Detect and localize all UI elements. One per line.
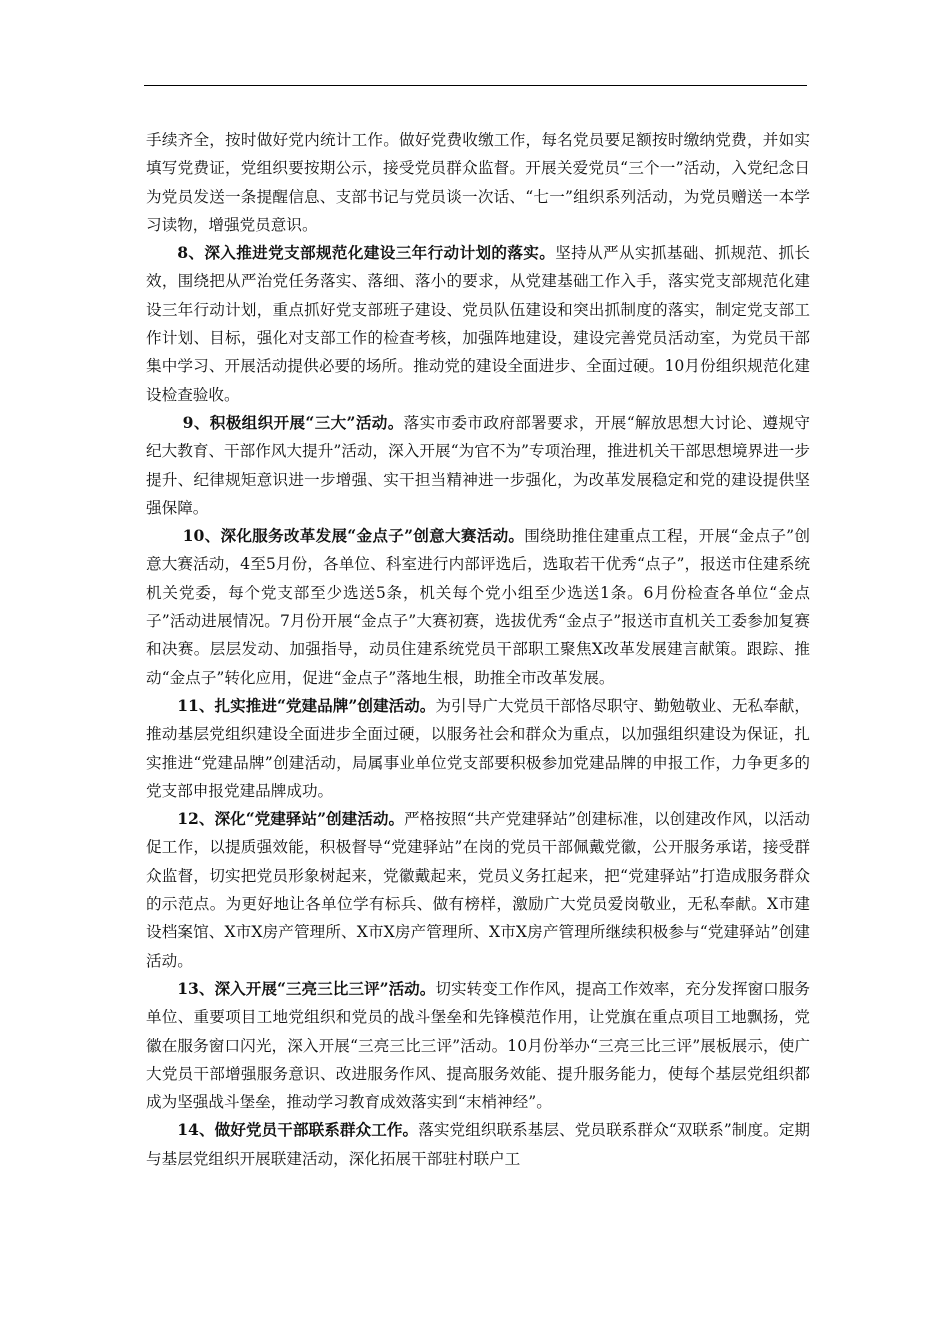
paragraph-heading: 8、深入推进党支部规范化建设三年行动计划的落实。 xyxy=(177,243,556,263)
paragraph-item-11 xyxy=(146,692,810,805)
paragraph-text: 严格按照“共产党建驿站”创建标准，以创建改作风，以活动促工作，以提质强效能，积极督导“党建驿站”在岗的党员干部佩戴党徽，公开服务承诺，接受群众监督，切实把党员形象树起来，党徽戴起来，党员义务扛起来，把“党建驿站”打造成服务群众的示范点。为更好地让各单位学有标兵、做有榜样，激励广大党员爱岗敬业，无私奉献。X市建设档案馆、X市X房产管理所、X市X房产管理所、X市X房产管理所继续积极参与“党建驿站”创建活动。 xyxy=(146,810,810,970)
paragraph-heading: 9、积极组织开展“三大”活动。 xyxy=(182,412,404,432)
paragraph-heading: 13、深入开展“三亮三比三评”活动。 xyxy=(177,978,436,998)
paragraph-text: 坚持从严从实抓基础、抓规范、抓长效，围绕把从严治党任务落实、落细、落小的要求，从党建基础工作入手，落实党支部规范化建设三年行动计划，重点抓好党支部班子建设、党员队伍建设和突出抓制度的落实，制定党支部工作计划、目标，强化对支部工作的检查考核，加强阵地建设，建设完善党员活动室，为党员干部集中学习、开展活动提供必要的场所。推动党的建设全面进步、全面过硬。10月份组织规范化建设检查验收。 xyxy=(146,244,810,404)
header-rule xyxy=(144,85,807,86)
paragraph-heading: 10、深化服务改革发展“金点子”创意大赛活动。 xyxy=(182,526,525,546)
paragraph-item-10 xyxy=(146,522,810,692)
paragraph-item-9 xyxy=(146,409,810,522)
paragraph-continuation xyxy=(146,126,810,239)
paragraph-text: 落实党组织联系基层、党员联系群众“双联系”制度。定期与基层党组织开展联建活动，深化拓展干部驻村联户工 xyxy=(146,1121,811,1168)
paragraph-item-14 xyxy=(146,1116,810,1173)
paragraph-text: 为引导广大党员干部恪尽职守、勤勉敬业、无私奉献，推动基层党组织建设全面进步全面过硬，以服务社会和群众为重点，以加强组织建设为保证，扎实推进“党建品牌”创建活动，局属事业单位党支部要积极参加党建品牌的申报工作，力争更多的党支部申报党建品牌成功。 xyxy=(146,696,810,800)
paragraph-text: 切实转变工作作风，提高工作效率，充分发挥窗口服务单位、重要项目工地党组织和党员的战斗堡垒和先锋模范作用，让党旗在重点项目工地飘扬，党徽在服务窗口闪光，深入开展“三亮三比三评”活动。10月份举办“三亮三比三评”展板展示，使广大党员干部增强服务意识、改进服务作风、提高服务效能、提升服务能力，使每个基层党组织都成为坚强战斗堡垒，推动学习教育成效落实到“末梢神经”。 xyxy=(146,979,810,1112)
paragraph-item-8 xyxy=(146,239,810,409)
document-body xyxy=(146,126,810,1173)
paragraph-text: 手续齐全，按时做好党内统计工作。做好党费收缴工作，每名党员要足额按时缴纳党费，并如实填写党费证，党组织要按期公示，接受党员群众监督。开展关爱党员“三个一”活动，入党纪念日为党员发送一条提醒信息、支部书记与党员谈一次话、“七一”组织系列活动，为党员赠送一本学习读物，增强党员意识。 xyxy=(146,131,810,234)
paragraph-text: 落实市委市政府部署要求，开展“解放思想大讨论、遵规守纪大教育、干部作风大提升”活动，深入开展“为官不为”专项治理，推进机关干部思想境界进一步提升、纪律规矩意识进一步增强、实干担当精神进一步强化，为改革发展稳定和党的建设提供坚强保障。 xyxy=(146,413,810,517)
paragraph-item-13 xyxy=(146,975,810,1116)
paragraph-text: 围绕助推住建重点工程，开展“金点子”创意大赛活动，4至5月份，各单位、科室进行内部评选后，选取若干优秀“点子”，报送市住建系统机关党委，每个党支部至少选送5条，机关每个党小组至少选送1条。6月份检查各单位“金点子”活动进展情况。7月份开展“金点子”大赛初赛，选拔优秀“金点子”报送市直机关工委参加复赛和决赛。层层发动、加强指导，动员住建系统党员干部职工聚焦X改革发展建言献策。跟踪、推动“金点子”转化应用，促进“金点子”落地生根，助推全市改革发展。 xyxy=(146,527,811,687)
paragraph-item-12 xyxy=(146,805,810,975)
paragraph-heading: 12、深化“党建驿站”创建活动。 xyxy=(177,809,405,829)
paragraph-heading: 14、做好党员干部联系群众工作。 xyxy=(177,1120,419,1140)
paragraph-heading: 11、扎实推进“党建品牌”创建活动。 xyxy=(177,695,436,715)
